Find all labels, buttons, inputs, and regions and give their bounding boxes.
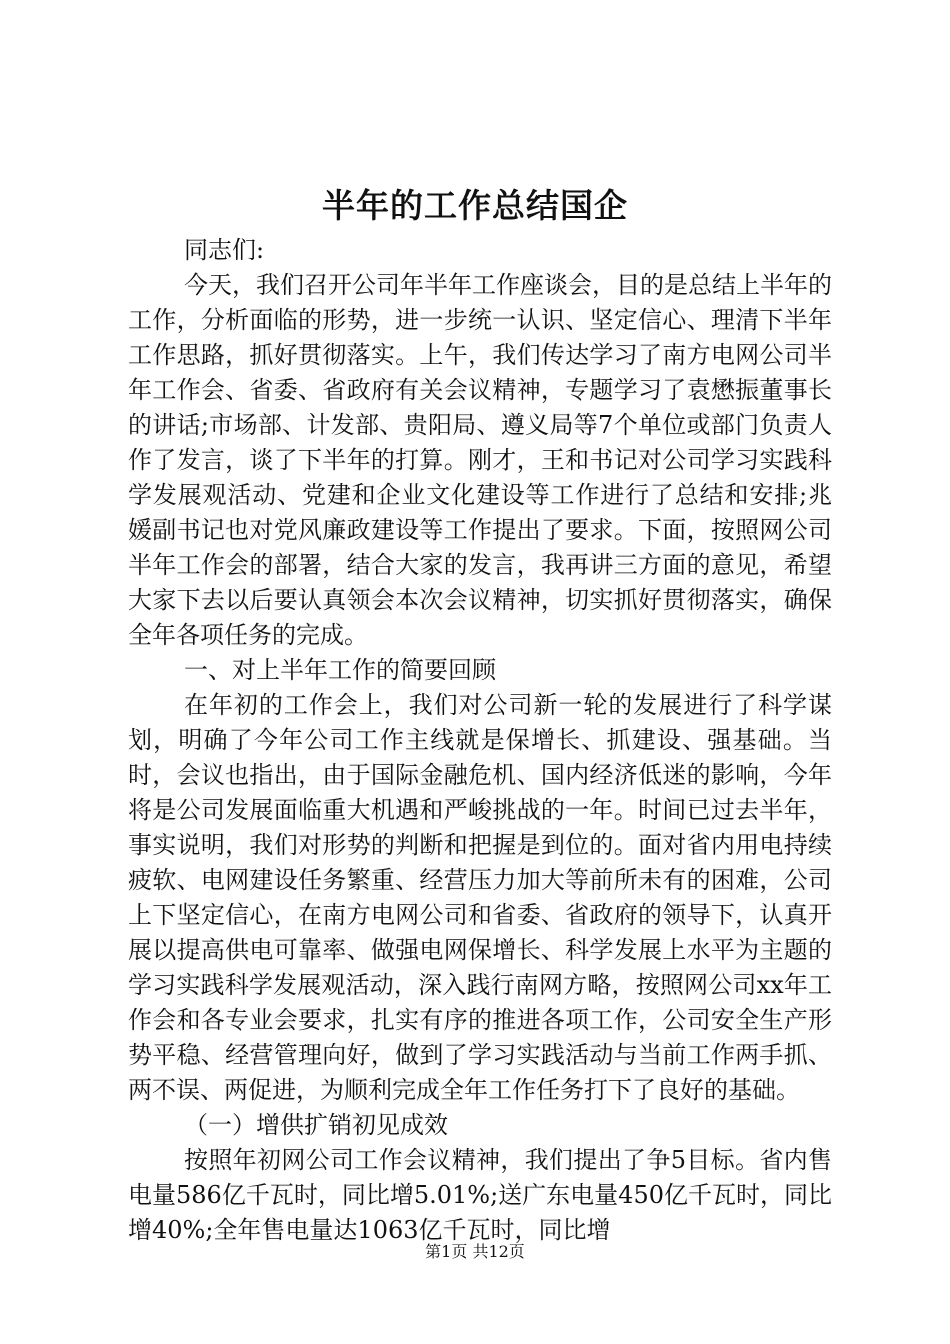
intro-paragraph: 今天，我们召开公司年半年工作座谈会，目的是总结上半年的工作，分析面临的形势，进一步统一认识、坚定信心、理清下半年工作思路，抓好贯彻落实。上午，我们传达学习了南方电网公司半年工作会、省委、省政府有关会议精神，专题学习了袁懋振董事长的讲话;市场部、计发部、贵阳局、遵义局等7个单位或部门负责人作了发言，谈了下半年的打算。刚才，王和书记对公司学习实践科学发展观活动、党建和企业文化建设等工作进行了总结和安排;兆媛副书记也对党风廉政建设等工作提出了要求。下面，按照网公司半年工作会的部署，结合大家的发言，我再讲三方面的意见，希望大家下去以后要认真领会本次会议精神，切实抓好贯彻落实，确保全年各项任务的完成。: [128, 271, 832, 649]
sales-paragraph: 按照年初网公司工作会议精神，我们提出了争5目标。省内售电量586亿千瓦时，同比增5.01%;送广东电量450亿千瓦时，同比增40%;全年售电量达1063亿千瓦时，同比增: [128, 1146, 832, 1244]
subsection-heading-sales: （一）增供扩销初见成效: [184, 1111, 448, 1139]
salutation-paragraph: 同志们:: [184, 236, 265, 264]
review-paragraph: 在年初的工作会上，我们对公司新一轮的发展进行了科学谋划，明确了今年公司工作主线就是保增长、抓建设、强基础。当时，会议也指出，由于国际金融危机、国内经济低迷的影响，今年将是公司发展面临重大机遇和严峻挑战的一年。时间已过去半年，事实说明，我们对形势的判断和把握是到位的。面对省内用电持续疲软、电网建设任务繁重、经营压力加大等前所未有的困难，公司上下坚定信心，在南方电网公司和省委、省政府的领导下，认真开展以提高供电可靠率、做强电网保增长、科学发展上水平为主题的学习实践科学发展观活动，深入践行南网方略，按照网公司xx年工作会和各专业会要求，扎实有序的推进各项工作，公司安全生产形势平稳、经营管理向好，做到了学习实践活动与当前工作两手抓、两不误、两促进，为顺利完成全年工作任务打下了良好的基础。: [128, 691, 832, 1104]
page-footer: 第1页 共12页: [425, 1242, 525, 1261]
document-body: [128, 233, 832, 1248]
document-title: 半年的工作总结国企: [322, 186, 628, 225]
section-heading-review: 一、对上半年工作的简要回顾: [184, 656, 496, 684]
